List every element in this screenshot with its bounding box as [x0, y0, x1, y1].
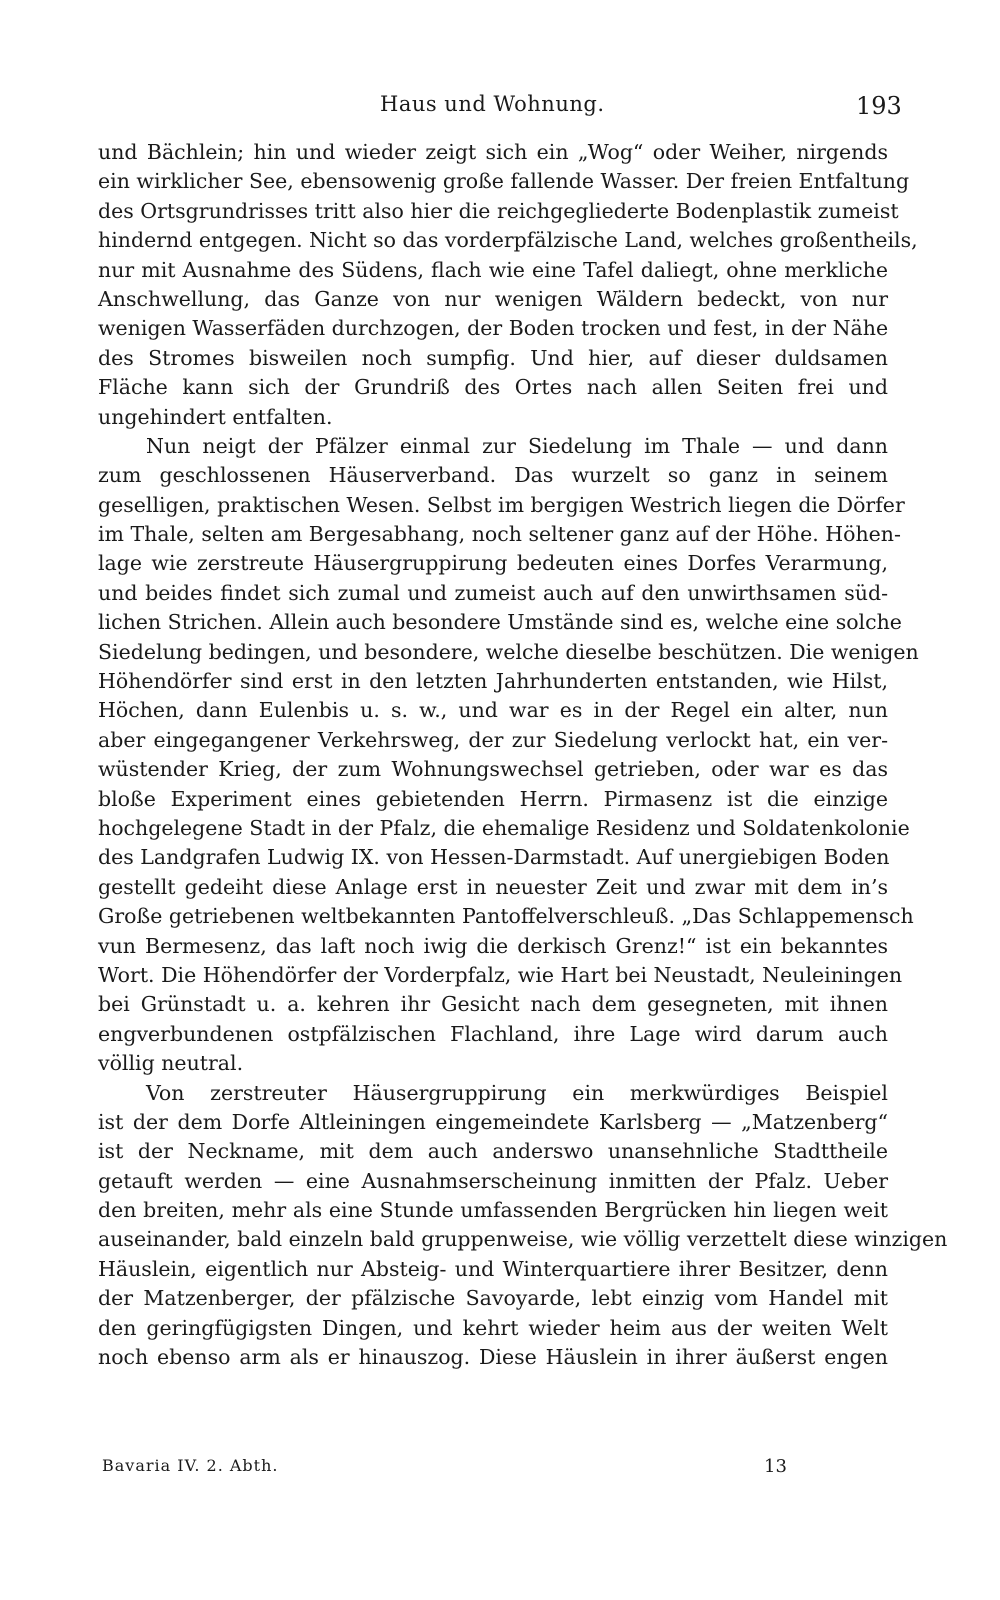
text-line: Höchen, dann Eulenbis u. s. w., und war es in der Regel ein alter, nun [98, 698, 888, 723]
text-line: im Thale, selten am Bergesabhang, noch seltener ganz auf der Höhe. Höhen- [98, 522, 901, 547]
text-line: der Matzenberger, der pfälzische Savoyarde, lebt einzig vom Handel mit [98, 1286, 888, 1311]
text-line: Höhendörfer sind erst in den letzten Jahrhunderten entstanden, wie Hilst, [98, 669, 888, 694]
text-line: aber eingegangener Verkehrsweg, der zur Siedelung verlockt hat, ein ver- [98, 727, 888, 752]
body-text [98, 138, 948, 1372]
text-line: ein wirklicher See, ebensowenig große fallende Wasser. Der freien Entfaltung [98, 169, 910, 194]
text-line: den geringfügigsten Dingen, und kehrt wieder heim aus der weiten Welt [98, 1315, 888, 1340]
text-line: bloße Experiment eines gebietenden Herrn. Pirmasenz ist die einzige [98, 786, 888, 811]
text-line: des Landgrafen Ludwig IX. von Hessen-Darmstadt. Auf unergiebigen Boden [98, 845, 890, 870]
page-number: 193 [856, 92, 902, 120]
text-line: des Stromes bisweilen noch sumpfig. Und hier, auf dieser duldsamen [98, 345, 888, 370]
text-line: und Bächlein; hin und wieder zeigt sich ein „Wog“ oder Weiher, nirgends [98, 140, 888, 164]
text-line: bei Grünstadt u. a. kehren ihr Gesicht nach dem gesegneten, mit ihnen [98, 992, 888, 1017]
text-line: des Ortsgrundrisses tritt also hier die reichgegliederte Bodenplastik zumeist [98, 198, 899, 223]
text-line: Häuslein, eigentlich nur Absteig- und Winterquartiere ihrer Besitzer, denn [98, 1256, 888, 1281]
text-line: hindernd entgegen. Nicht so das vorderpfälzische Land, welches großentheils, [98, 228, 918, 253]
text-line: vun Bermesenz, das laft noch iwig die derkisch Grenz!“ ist ein bekanntes [98, 933, 888, 958]
text-line: hochgelegene Stadt in der Pfalz, die ehemalige Residenz und Soldatenkolonie [98, 815, 910, 840]
text-line: noch ebenso arm als er hinauszog. Diese Häuslein in ihrer äußerst engen [98, 1345, 888, 1370]
text-line: Fläche kann sich der Grundriß des Ortes nach allen Seiten frei und [98, 375, 888, 400]
paragraph-end-line: ungehindert entfalten. [98, 404, 333, 429]
text-line: lage wie zerstreute Häusergruppirung bedeuten eines Dorfes Verarmung, [98, 551, 888, 576]
paragraph-start-line: Nun neigt der Pfälzer einmal zur Siedelung im Thale — und dann [146, 433, 888, 458]
text-line: gestellt gedeiht diese Anlage erst in neuester Zeit und zwar mit dem in’s [98, 874, 888, 899]
text-line: geselligen, praktischen Wesen. Selbst im bergigen Westrich liegen die Dörfer [98, 492, 905, 517]
text-line: zum geschlossenen Häuserverband. Das wurzelt so ganz in seinem [98, 463, 888, 488]
text-line: Anschwellung, das Ganze von nur wenigen Wäldern bedeckt, von nur [98, 286, 888, 311]
paragraph-start-line: Von zerstreuter Häusergruppirung ein merkwürdiges Beispiel [146, 1080, 888, 1105]
text-line: Große getriebenen weltbekannten Pantoffelverschleuß. „Das Schlappemensch [98, 904, 914, 929]
text-line: auseinander, bald einzeln bald gruppenweise, wie völlig verzettelt diese winzigen [98, 1227, 948, 1252]
text-line: Wort. Die Höhendörfer der Vorderpfalz, wie Hart bei Neustadt, Neuleiningen [98, 962, 903, 987]
text-line: den breiten, mehr als eine Stunde umfassenden Bergrücken hin liegen weit [98, 1198, 888, 1223]
text-line: Siedelung bedingen, und besondere, welche dieselbe beschützen. Die wenigen [98, 639, 919, 664]
running-title: Haus und Wohnung. [380, 92, 605, 116]
text-line: und beides findet sich zumal und zumeist auch auf den unwirthsamen süd- [98, 580, 888, 605]
text-line: lichen Strichen. Allein auch besondere Umstände sind es, welche eine solche [98, 610, 902, 635]
text-line: ist der dem Dorfe Altleiningen eingemeindete Karlsberg — „Matzenberg“ [98, 1109, 888, 1134]
running-head [0, 92, 1000, 126]
text-line: nur mit Ausnahme des Südens, flach wie eine Tafel daliegt, ohne merkliche [98, 257, 888, 282]
text-line: wüstender Krieg, der zum Wohnungswechsel getrieben, oder war es das [98, 757, 888, 782]
sheet-number: 13 [764, 1456, 787, 1477]
text-line: getauft werden — eine Ausnahmserscheinung inmitten der Pfalz. Ueber [98, 1168, 888, 1193]
text-line: ist der Neckname, mit dem auch anderswo unansehnliche Stadttheile [98, 1139, 888, 1164]
text-line: engverbundenen ostpfälzischen Flachland, ihre Lage wird darum auch [98, 1021, 888, 1046]
paragraph-end-line: völlig neutral. [98, 1051, 244, 1076]
text-line: wenigen Wasserfäden durchzogen, der Boden trocken und fest, in der Nähe [98, 316, 889, 341]
printer-signature: Bavaria IV. 2. Abth. [102, 1456, 279, 1475]
page-footer [0, 1456, 1000, 1486]
